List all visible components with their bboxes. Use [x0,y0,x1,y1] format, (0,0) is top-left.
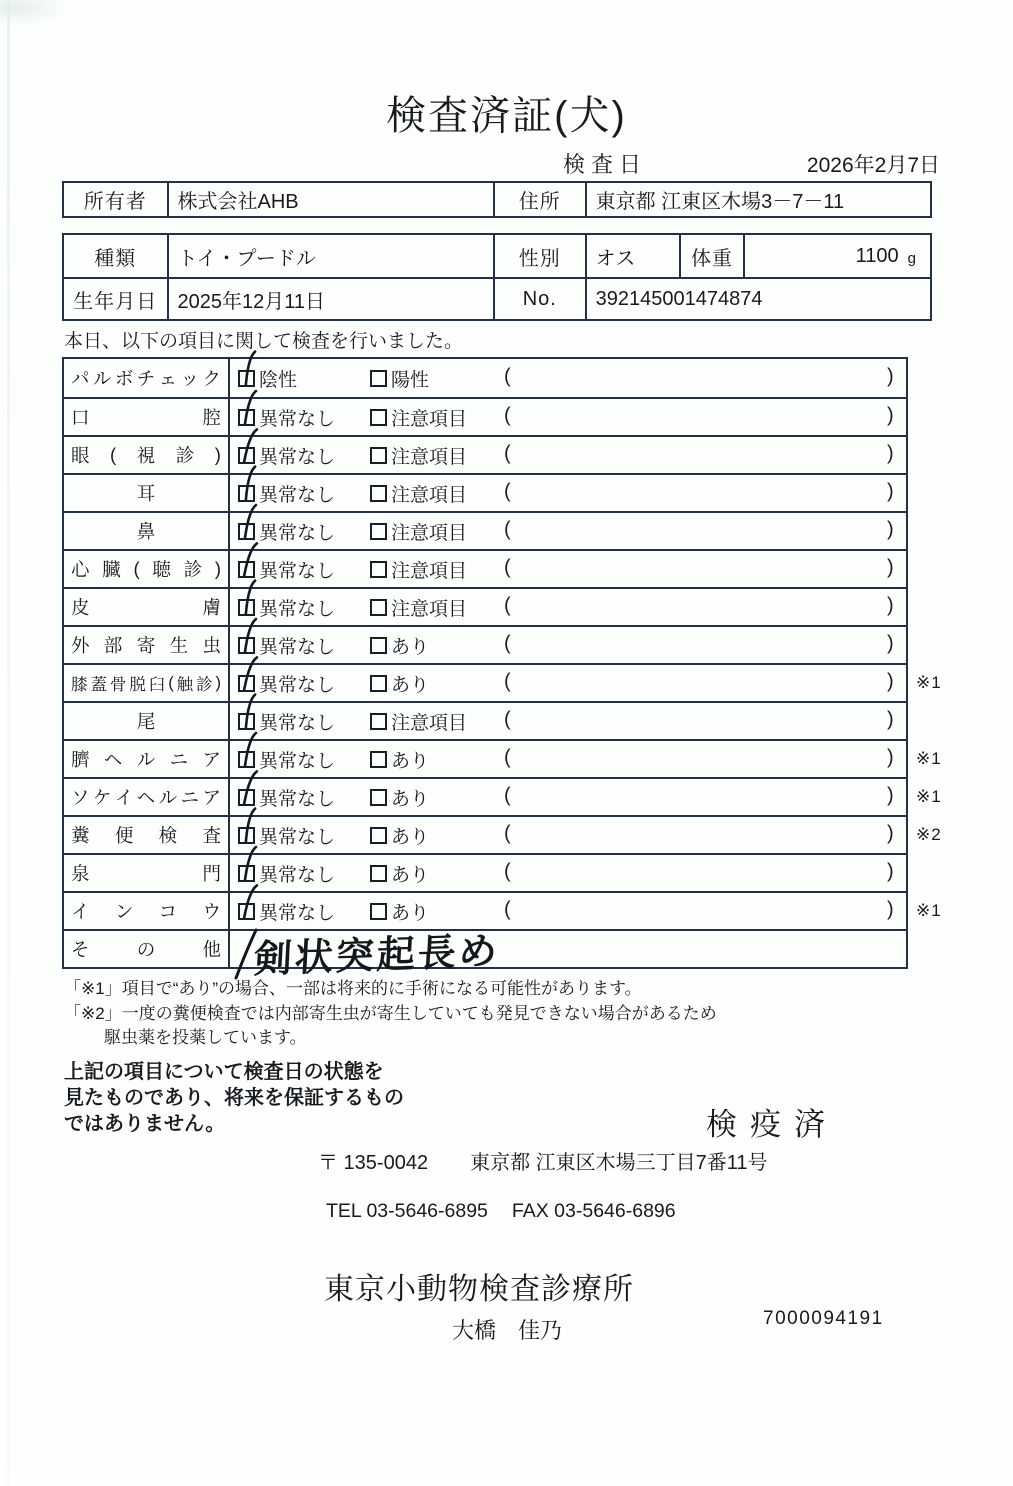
remark-paren-close: ) [887,670,894,693]
checkbox-empty-icon [370,827,387,844]
exam-row-content [230,437,906,473]
intro-sentence: 本日、以下の項目に関して検査を行いました。 [64,331,464,352]
checkbox-checked-icon [238,447,255,464]
weight-value [743,235,930,277]
exam-option-1-label: 異常なし [259,788,336,810]
exam-option-2 [370,627,429,663]
pen-check-mark [237,350,261,387]
remark-paren-close: ) [887,480,894,503]
remark-paren-close: ) [887,404,894,427]
exam-item-label: 泉 門 [64,855,230,891]
exam-row [64,359,906,397]
checkbox-empty-icon [370,523,387,540]
checkbox-empty-icon [370,409,387,426]
exam-item-label: 膝 蓋 骨 脱 臼 ( 触 診 ) [64,665,230,701]
exam-row-content [230,741,942,777]
pen-check-mark [238,390,260,426]
remark-paren-open: ( [504,860,511,883]
exam-table [62,357,942,981]
exam-option-1-label: 異常なし [259,902,336,924]
remark-paren-open: ( [504,784,511,807]
exam-row [64,435,906,473]
veterinarian-name: 大橋 佳乃 [452,1318,563,1343]
number-label: No. [493,279,585,319]
remark-paren-close: ) [887,860,894,883]
exam-option-2 [370,817,429,853]
checkbox-empty-icon [370,865,387,882]
exam-option-2-label: 注意項目 [391,598,468,620]
scan-artifact-smudge [0,0,70,26]
exam-option-2 [370,513,467,549]
checkbox-empty-icon [370,903,387,920]
owner-value: 株式会社AHB [167,183,494,216]
handwritten-remark [232,922,500,980]
exam-option-1-label: 異常なし [259,864,336,886]
exam-row-content [230,817,942,853]
remark-paren-open: ( [504,670,511,693]
exam-option-2 [370,589,467,625]
remark-paren-open: ( [504,594,511,617]
checkbox-checked-icon [238,561,255,578]
sex-label: 性別 [493,235,585,277]
exam-item-label: パ ル ボ チ ェ ッ ク [64,359,230,397]
scan-artifact-streak [7,0,10,1486]
checkbox-checked-icon [238,370,255,387]
exam-option-1-label: 異常なし [259,560,336,582]
remark-paren-open: ( [504,480,511,503]
exam-option-2-label: あり [391,674,430,696]
checkbox-checked-icon [238,865,255,882]
exam-row-content [230,513,906,549]
exam-row [64,853,906,891]
inspection-date-label: 検査日 [563,152,648,177]
checkbox-checked-icon [238,637,255,654]
checkbox-empty-icon [370,789,387,806]
pen-check-mark [238,504,260,540]
remark-paren-close: ) [887,822,894,845]
exam-row-content [230,930,906,981]
exam-item-label: 糞 便 検 査 [64,817,230,853]
remark-paren-close: ) [887,556,894,579]
checkbox-empty-icon [370,599,387,616]
owner-label: 所有者 [83,191,147,213]
exam-row [64,549,906,587]
remark-paren-close: ) [887,442,894,465]
disclaimer-line-1: 上記の項目について検査日の状態を [64,1061,384,1083]
exam-option-2 [370,779,429,815]
exam-option-2 [370,665,429,701]
exam-item-label: 皮 膚 [64,589,230,625]
exam-option-1-label: 陰性 [259,369,298,391]
pen-check-mark [237,655,261,692]
checkbox-empty-icon [370,447,387,464]
exam-option-2 [370,855,429,891]
remark-paren-open: ( [504,822,511,845]
exam-option-1-label: 異常なし [259,636,336,658]
pet-info-row-2 [64,277,930,319]
footnote-ref: ※1 [916,901,942,920]
clinic-name: 東京小動物検査診療所 [324,1273,634,1306]
exam-option-2-label: あり [391,902,430,924]
exam-row-content [230,627,906,663]
exam-item-label: 外 部 寄 生 虫 [64,627,230,663]
pen-check-mark [237,465,261,502]
remark-paren-open: ( [504,365,511,388]
exam-row-content [230,665,942,701]
exam-row [64,929,906,981]
checkbox-empty-icon [370,713,387,730]
clinic-phone-row [326,1200,676,1223]
exam-item-label: 眼 ( 視 診 ) [64,437,230,473]
footnote-ref: ※1 [916,787,942,806]
remark-paren-close: ) [887,632,894,655]
exam-row [64,587,906,625]
checkbox-empty-icon [370,561,387,578]
footnote-1: 「※1」項目で“あり”の場合、一部は将来的に手術になる可能性があります。 [64,979,642,998]
owner-table [62,181,932,218]
exam-row [64,511,906,549]
pen-check-mark [237,769,261,806]
footnote-ref: ※2 [916,825,942,844]
exam-row [64,739,942,777]
pen-check-mark [237,883,261,920]
exam-item-label: 尾 [64,703,230,739]
exam-option-2 [370,475,467,511]
disclaimer-line-3: ではありません。 [64,1113,226,1135]
exam-row [64,815,942,853]
checkbox-empty-icon [370,485,387,502]
pen-check-mark [237,579,261,616]
exam-option-2 [370,741,429,777]
pen-check-mark [238,732,260,768]
exam-row-content [230,399,906,435]
birth-label: 生年月日 [73,290,158,313]
weight-number: 1100 [855,244,899,267]
exam-option-1-label: 異常なし [259,484,336,506]
exam-row-content [230,589,906,625]
inspection-date-value: 2026年2月7日 [806,154,940,177]
exam-item-label: 口 腔 [64,399,230,435]
remark-paren-open: ( [504,632,511,655]
exam-item-label: ソ ケ イ ヘ ル ニ ア [64,779,230,815]
exam-item-label: 臍 ヘ ル ニ ア [64,741,230,777]
remark-paren-open: ( [504,898,511,921]
exam-option-1-label: 異常なし [259,674,336,696]
breed-value: トイ・プードル [167,235,493,277]
checkbox-checked-icon [238,827,255,844]
pet-info-table [62,233,932,321]
exam-row-content [230,551,906,587]
exam-option-2 [370,437,467,473]
exam-row-content [230,779,942,815]
exam-option-2-label: 注意項目 [391,560,468,582]
checkbox-checked-icon [238,675,255,692]
pen-check-mark [237,541,261,578]
remark-paren-close: ) [887,518,894,541]
birth-value: 2025年12月11日 [167,279,494,319]
exam-option-2-label: 注意項目 [391,446,468,468]
checkbox-empty-icon [370,751,387,768]
pet-info-row-1 [64,235,930,277]
checkbox-checked-icon [238,599,255,616]
clinic-postal-row [318,1146,768,1175]
weight-unit: g [907,250,916,267]
exam-row [64,397,906,435]
handwritten-remark-text: 剣状突起長め [252,930,501,981]
exam-option-1-label: 異常なし [259,598,336,620]
checkbox-checked-icon [238,903,255,920]
postal-code: 〒 135-0042 [318,1152,429,1174]
exam-option-1-label: 異常なし [259,522,336,544]
exam-option-2-label: 注意項目 [391,712,468,734]
sex-value: オス [585,235,680,277]
remark-paren-open: ( [504,404,511,427]
checkbox-empty-icon [370,370,387,387]
exam-option-1-label: 異常なし [259,712,336,734]
checkbox-checked-icon [238,523,255,540]
exam-option-2-label: あり [391,826,430,848]
exam-row [64,663,942,701]
checkbox-checked-icon [238,485,255,502]
exam-row [64,473,906,511]
exam-option-2-label: 陽性 [391,369,430,391]
remark-paren-open: ( [504,556,511,579]
quarantine-stamp: 検疫済 [706,1107,838,1142]
exam-option-2-label: 注意項目 [391,484,468,506]
exam-option-1-label: 異常なし [259,826,336,848]
exam-option-2 [370,703,467,739]
exam-option-2 [370,399,467,435]
footnote-2-continued: 駆虫薬を投薬しています。 [104,1028,307,1047]
pen-check-mark [237,427,261,464]
checkbox-checked-icon [238,713,255,730]
exam-option-2-label: あり [391,636,430,658]
remark-paren-close: ) [887,365,894,388]
exam-option-2-label: あり [391,750,430,772]
checkbox-empty-icon [370,637,387,654]
remark-paren-open: ( [504,518,511,541]
exam-item-label: そ の 他 [64,931,230,967]
remark-paren-open: ( [504,746,511,769]
exam-row [64,701,906,739]
remark-paren-close: ) [887,746,894,769]
footnote-2: 「※2」一度の糞便検査では内部寄生虫が寄生していても発見できない場合があるため [64,1003,717,1023]
exam-option-2-label: あり [391,788,430,810]
serial-number: 7000094191 [763,1308,884,1329]
pen-check-mark [237,693,261,730]
checkbox-empty-icon [370,675,387,692]
footnote-ref: ※1 [916,749,942,768]
remark-paren-close: ) [887,708,894,731]
disclaimer-line-2: 見たものであり、将来を保証するもの [64,1087,404,1109]
number-value: 392145001474874 [585,279,930,319]
address-label: 住所 [493,183,585,216]
exam-option-2-label: 注意項目 [391,522,468,544]
checkbox-checked-icon [238,789,255,806]
pen-check-mark [237,807,261,844]
checkbox-checked-icon [238,409,255,426]
clinic-address: 東京都 江東区木場三丁目7番11号 [470,1152,768,1174]
exam-row-content [230,703,906,739]
address-value: 東京都 江東区木場3－7－11 [585,183,930,216]
remark-paren-close: ) [887,784,894,807]
pen-check-mark [238,846,260,882]
exam-item-label: 心 臓 ( 聴 診 ) [64,551,230,587]
exam-option-1-label: 異常なし [259,750,336,772]
exam-option-2 [370,551,467,587]
exam-row-content [230,855,906,891]
document-title: 検査済証(犬) [386,94,627,138]
exam-item-label: イ ン コ ウ [64,893,230,929]
tel-number: TEL 03-5646-6895 [326,1200,488,1222]
exam-row [64,625,906,663]
remark-paren-close: ) [887,594,894,617]
fax-number: FAX 03-5646-6896 [511,1200,676,1222]
remark-paren-open: ( [504,708,511,731]
exam-row-content [230,475,906,511]
exam-option-2-label: 注意項目 [391,408,468,430]
exam-option-1-label: 異常なし [259,446,336,468]
footnote-ref: ※1 [916,673,942,692]
checkbox-checked-icon [238,751,255,768]
exam-row [64,777,942,815]
remark-paren-close: ) [887,898,894,921]
exam-item-label: 耳 [64,475,230,511]
exam-option-2 [370,359,429,397]
breed-label: 種類 [94,247,137,270]
remark-paren-open: ( [504,442,511,465]
footnotes [64,977,717,1051]
exam-option-1-label: 異常なし [259,408,336,430]
exam-row-content [230,359,906,397]
exam-option-2-label: あり [391,864,430,886]
pen-check-mark [238,618,260,654]
disclaimer [64,1059,404,1137]
weight-label: 体重 [679,235,743,277]
exam-item-label: 鼻 [64,513,230,549]
